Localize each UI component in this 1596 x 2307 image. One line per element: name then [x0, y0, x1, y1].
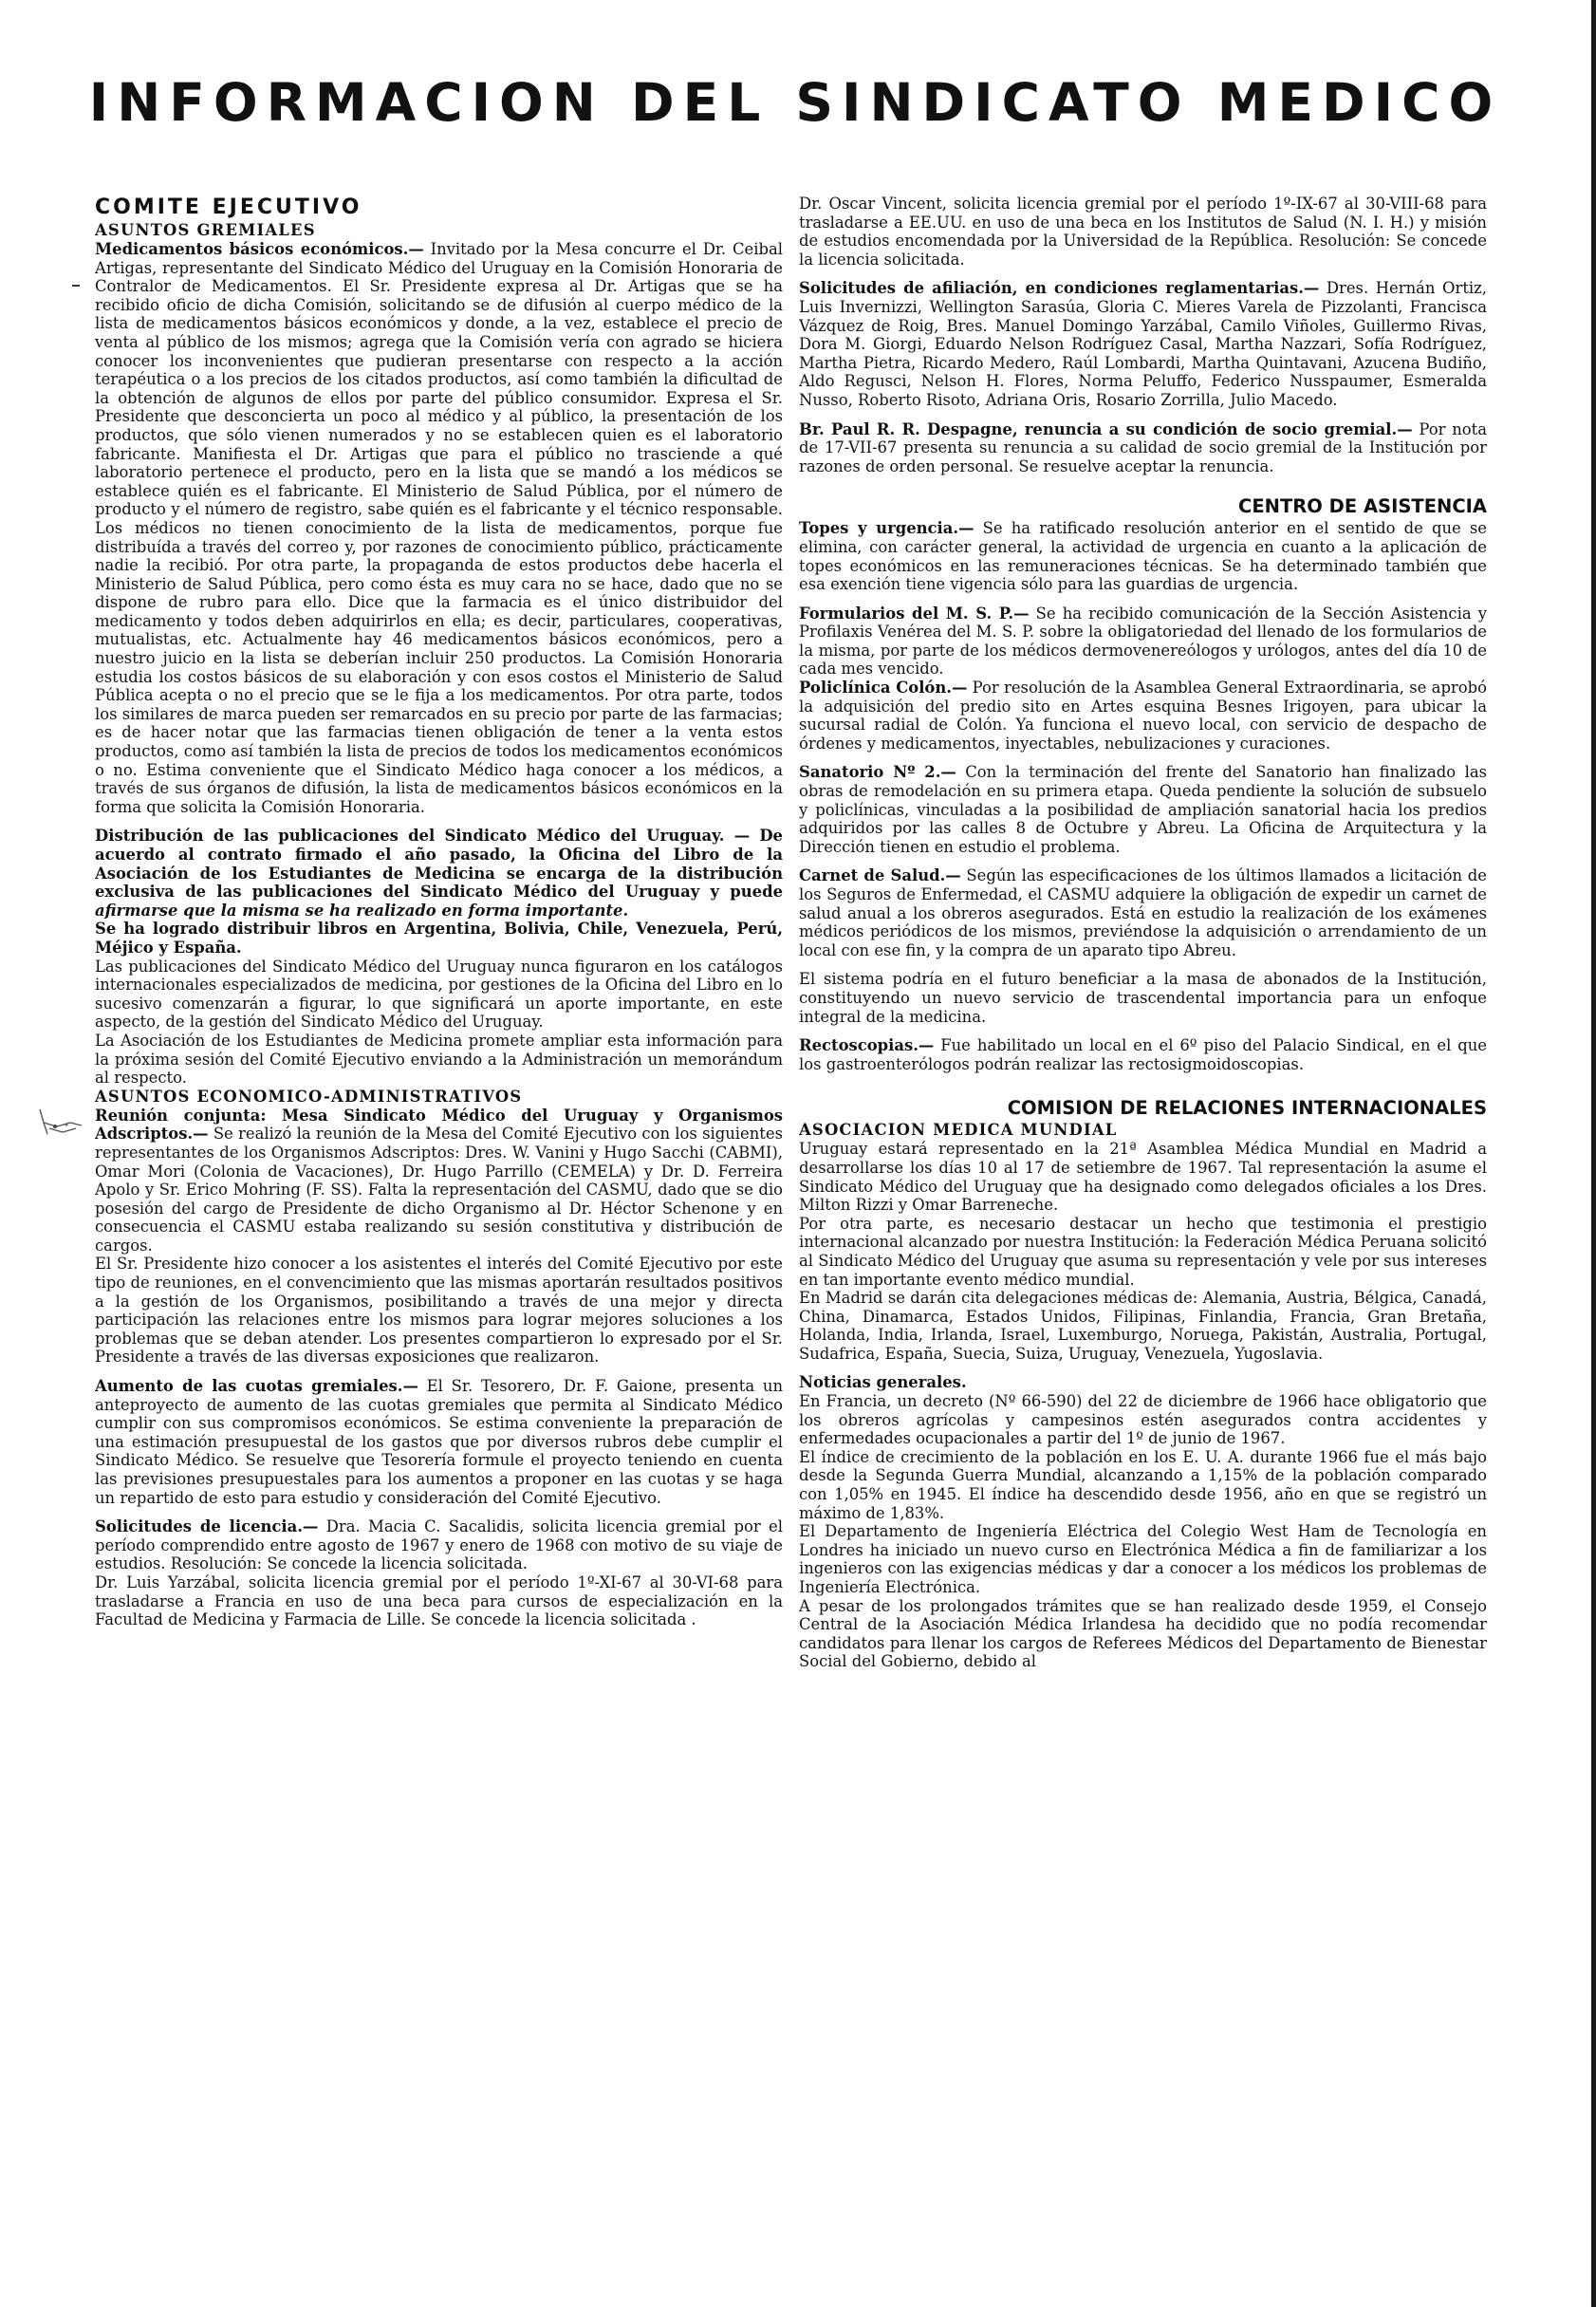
- article-lead: Topes y urgencia.—: [799, 519, 974, 538]
- article-lead: Br. Paul R. R. Despagne, renuncia a su condición de socio gremial.—: [799, 419, 1413, 438]
- article-body: Se ha ratificado resolución anterior en el sentido de que se elimina, con carácter general, la actividad de urgencia en cuanto a la aplicación de topes económicos en las remuneraciones técnicas. Se ha determinado también que esa exención tiene vigencia sólo para las guardias de urgencia.: [799, 519, 1487, 594]
- article-afiliacion: [799, 279, 1487, 409]
- paragraph: A pesar de los prolongados trámites que se han realizado desde 1959, el Consejo Central de la Asociación Médica Irlandesa ha decidido que no podía recomendar candidatos para llenar los cargos de Referees Médicos del Departamento de Bienestar Social del Gobierno, debido al: [799, 1596, 1487, 1671]
- paragraph: El Departamento de Ingeniería Eléctrica del Colegio West Ham de Tecnología en Londres ha iniciado un nuevo curso en Electrónica Médica a fin de familiarizar a los ingenieros con las exigencias médicas y dar a conocer a los médicos los problemas de Ingeniería Electrónica.: [799, 1522, 1487, 1596]
- article-lead: Medicamentos básicos económicos.—: [95, 240, 424, 258]
- paragraph: El Sr. Presidente hizo conocer a los asistentes el interés del Comité Ejecutivo por este tipo de reuniones, en el convencimiento que las mismas aportarán resultados positivos a la gestión de los Organismos, posibilitando a través de una mejor y directa participación las relaciones entre los mismos para lograr mejores soluciones a los problemas que se deban atender. Los presentes compartieron lo expresado por el Sr. Presidente a través de las diversas exposiciones que realizaron.: [95, 1255, 783, 1367]
- article-aumento: [95, 1377, 783, 1507]
- paragraph: La Asociación de los Estudiantes de Medicina promete ampliar esta información para la próxima sesión del Comité Ejecutivo enviando a la Administración un memorándum al respecto.: [95, 1031, 783, 1088]
- paragraph: Dr. Luis Yarzábal, solicita licencia gremial por el período 1º-XI-67 al 30-VI-68 para trasladarse a Francia en uso de una beca para cursos de especialización en la Facultad de Medicina y Farmacia de Lille. Se concede la licencia solicitada .: [95, 1572, 783, 1629]
- article-body: De acuerdo al contrato firmado el año pasado, la Oficina del Libro de la Asociación de los Estudiantes de Medicina se encarga de la distribución exclusiva de las publicaciones del Sindicato Médico del Uruguay y puede: [95, 827, 783, 902]
- article-lead: Distribución de las publicaciones del Sindicato Médico del Uruguay. —: [95, 827, 751, 846]
- article-formularios: [799, 605, 1487, 679]
- article-lead: Sanatorio Nº 2.—: [799, 763, 956, 782]
- paragraph: El índice de crecimiento de la población en los E. U. A. durante 1966 fue el más bajo desde la Segunda Guerra Mundial, alcanzando a 1,15% de la población comparado con 1,05% en 1945. El índice ha descendido desde 1956, año en que se registró un máximo de 1,83%.: [799, 1447, 1487, 1522]
- article-lead: Solicitudes de licencia.—: [95, 1517, 319, 1536]
- article-body: El Sr. Tesorero, Dr. F. Gaione, presenta un anteproyecto de aumento de las cuotas gremiales que permita al Sindicato Médico cumplir con sus compromisos económicos. Se estima conveniente la preparación de una estimación presupuestal de los gastos que por diversos rubros debe cumplir el Sindicato Médico. Se resuelve que Tesorería formule el proyecto teniendo en cuenta las previsiones presupuestales para los aumentos a proponer en las cuotas y se haga un repartido de esto para estudio y consideración del Comité Ejecutivo.: [95, 1377, 783, 1507]
- subheading-asuntos-gremiales: ASUNTOS GREMIALES: [95, 221, 316, 239]
- article-despagne: [799, 420, 1487, 476]
- article-body: Se ha recibido comunicación de la Sección Asistencia y Profilaxis Venérea del M. S. P. sobre la obligatoriedad del llenado de los formularios de la misma, por parte de los médicos dermovenereólogos y urólogos, antes del día 10 de cada mes vencido.: [799, 604, 1487, 679]
- article-body: Fue habilitado un local en el 6º piso del Palacio Sindical, en el que los gastroenterólogos podrán realizar las rectosigmoidoscopias.: [799, 1036, 1487, 1073]
- article-sanatorio: [799, 763, 1487, 856]
- article-body: Invitado por la Mesa concurre el Dr. Ceibal Artigas, representante del Sindicato Médico del Uruguay en la Comisión Honoraria de Contralor de Medicamentos. El Sr. Presidente expresa al Dr. Artigas que se ha recibido oficio de dicha Comisión, solicitando se de difusión al cuerpo médico de la lista de medicamentos básicos económicos y donde, a la vez, establece el precio de venta al público de los mismos; agrega que la Comisión vería con agrado se hiciera conocer los inconvenientes que pudieran presentarse con respecto a la acción terapéutica o a los precios de los citados productos, así como también la dificultad de la obtención de algunos de ellos por parte del público consumidor. Expresa el Sr. Presidente que desconcierta un poco al médico y al público, la presentación de los productos, que sólo vienen numerados y no se establecen quien es el laboratorio fabricante. Manifiesta el Dr. Artigas que para el público no trasciende a qué laboratorio pertenece el producto, pero en la lista que se mandó a los médicos se establece quién es el fabricante. El Ministerio de Salud Pública, por el número de producto y el número de registro, sabe quién es el fabricante y el técnico responsable. Los médicos no tienen conocimiento de la lista de medicamentos, porque fue distribuída a través del correo y, por razones de conocimiento público, prácticamente nadie la recibió. Por otra parte, la propaganda de estos productos debe hacerla el Ministerio de Salud Pública, pero como ésta es muy cara no se hace, dado que no se dispone de rubro para ello. Dice que la farmacia es el único distribuidor del medicamento y todos deben adquirirlos en ella; es decir, particulares, cooperativas, mutualistas, etc. Actualmente hay 46 medicamentos básicos económicos, pero a nuestro juicio en la lista se deberían incluir 250 productos. La Comisión Honoraria estudia los costos básicos de su elaboración y con esos costos el Ministerio de Salud Pública acepta o no el precio que se le fija a los medicamentos. Por otra parte, todos los similares de marca pueden ser remarcados en su precio por parte de las farmacias; es de hacer notar que las farmacias tienen obligación de tener a la venta estos productos, como así también la lista de precios de todos los medicamentos económicos o no. Estima conveniente que el Sindicato Médico haga conocer a los médicos, a través de sus órganos de difusión, la lista de medicamentos básicos económicos en la forma que solicita la Comisión Honoraria.: [95, 240, 783, 816]
- paragraph: En Madrid se darán cita delegaciones médicas de: Alemania, Austria, Bélgica, Canadá, China, Dinamarca, Estados Unidos, Filipinas, Finlandia, Francia, Gran Bretaña, Holanda, India, Irlanda, Israel, Luxemburgo, Noruega, Pakistán, Australia, Portugal, Sudafrica, España, Suecia, Suiza, Uruguay, Venezuela, Yugoslavia.: [799, 1289, 1487, 1363]
- article-carnet: [799, 866, 1487, 959]
- paragraph: Se ha logrado distribuir libros en Argentina, Bolivia, Chile, Venezuela, Perú, Méjico y España.: [95, 920, 783, 957]
- article-lead: Rectoscopias.—: [799, 1036, 935, 1055]
- page-edge: [1591, 0, 1596, 2307]
- article-lead: Solicitudes de afiliación, en condiciones reglamentarias.—: [799, 279, 1320, 298]
- margin-dash-mark: [72, 285, 80, 287]
- article-policlinica-colon: [799, 679, 1487, 753]
- subheading-asuntos-economico: ASUNTOS ECONOMICO-ADMINISTRATIVOS: [95, 1087, 523, 1106]
- article-topes: [799, 519, 1487, 593]
- article-body: Dres. Hernán Ortiz, Luis Invernizzi, Wellington Sarasúa, Gloria C. Mieres Varela de Pizzolanti, Francisca Vázquez de Roig, Bres. Manuel Domingo Yarzábal, Camilo Viñoles, Guillermo Rivas, Dora M. Giorgi, Eduardo Nelson Rodríguez Casal, Martha Nazzari, Sofía Rodríguez, Martha Pietra, Ricardo Medero, Raúl Lombardi, Martha Quintavani, Azucena Budiño, Aldo Regusci, Nelson H. Flores, Norma Peluffo, Federico Nusspaumer, Esmeralda Nusso, Roberto Risoto, Adriana Oris, Rosario Zorrilla, Julio Macedo.: [799, 279, 1487, 409]
- article-rectoscopias: [799, 1036, 1487, 1073]
- paragraph: Dr. Oscar Vincent, solicita licencia gremial por el período 1º-IX-67 al 30-VIII-68 para trasladarse a EE.UU. en uso de una beca en los Institutos de Salud (N. I. H.) y misión de estudios encomendada por la Universidad de la República. Resolución: Se concede la licencia solicitada.: [799, 195, 1487, 269]
- article-lead: Formularios del M. S. P.—: [799, 604, 1030, 623]
- paragraph: El sistema podría en el futuro beneficiar a la masa de abonados de la Institución, constituyendo un nuevo servicio de trascendental importancia para un enfoque integral de la medicina.: [799, 970, 1487, 1026]
- paragraph: Por otra parte, es necesario destacar un hecho que testimonia el prestigio internacional alcanzado por nuestra Institución: la Federación Médica Peruana solicitó al Sindicato Médico del Uruguay que asuma su representación y vele por sus intereses en tan importante evento médico mundial.: [799, 1214, 1487, 1289]
- paragraph: Uruguay estará representado en la 21ª Asamblea Médica Mundial en Madrid a desarrollarse los días 10 al 17 de setiembre de 1967. Tal representación la asume el Sindicato Médico del Uruguay que ha designado como delegados oficiales a los Dres. Milton Rizzi y Omar Barreneche.: [799, 1140, 1487, 1215]
- article-lead: Reunión conjunta: Mesa Sindicato Médico del Uruguay y Organismos Adscriptos.—: [95, 1106, 783, 1144]
- article-body: Con la terminación del frente del Sanatorio han finalizado las obras de remodelación en su primera etapa. Queda pendiente la solución de subsuelo y policlínicas, vinculadas a la posibilidad de ampliación sanatorial hacia los predios adquiridos por las calles 8 de Octubre y Abreu. La Oficina de Arquitectura y la Dirección tienen en estudio el problema.: [799, 763, 1487, 856]
- article-body: Por resolución de la Asamblea General Extraordinaria, se aprobó la adquisición del predio sito en Artes esquina Besnes Irigoyen, para ubicar la sucursal radial de Colón. Ya funciona el nuevo local, con servicio de despacho de órdenes y medicamentos, inyectables, nebulizaciones y curaciones.: [799, 679, 1487, 753]
- subheading-asociacion-medica-mundial: ASOCIACION MEDICA MUNDIAL: [799, 1121, 1118, 1140]
- article-medicamentos: [95, 240, 783, 816]
- article-lead: Policlínica Colón.—: [799, 679, 968, 698]
- article-distribucion: [95, 827, 783, 920]
- article-lead: Aumento de las cuotas gremiales.—: [95, 1377, 418, 1396]
- article-solicitudes-licencia: [95, 1517, 783, 1573]
- article-lead: Carnet de Salud.—: [799, 866, 961, 885]
- article-body: Por nota de 17-VII-67 presenta su renuncia a su calidad de socio gremial de la Institución por razones de orden personal. Se resuelve aceptar la renuncia.: [799, 419, 1487, 475]
- article-emphasis: afirmarse que la misma se ha realizado en forma importante.: [95, 901, 629, 920]
- article-body: Según las especificaciones de los últimos llamados a licitación de los Seguros de Enfermedad, el CASMU adquiere la obligación de expedir un carnet de salud anual a los obreros asegurados. Está en estudio la realización de los exámenes médicos periódicos de los mismos, previéndose la adquisición o arrendamiento de un local con ese fin, y la compra de un aparato tipo Abreu.: [799, 866, 1487, 959]
- page-title: INFORMACION DEL SINDICATO MEDICO: [88, 72, 1502, 133]
- article-reunion: [95, 1107, 783, 1256]
- section-heading-comite-ejecutivo: COMITE EJECUTIVO: [95, 195, 362, 219]
- paragraph: Las publicaciones del Sindicato Médico del Uruguay nunca figuraron en los catálogos internacionales especializados de medicina, por gestiones de la Oficina del Libro en lo sucesivo comenzarán a figurar, lo que significará un aporte importante, en este aspecto, de la gestión del Sindicato Médico del Uruguay.: [95, 957, 783, 1032]
- section-heading-centro-asistencia: CENTRO DE ASISTENCIA: [1238, 495, 1487, 518]
- article-body: Dra. Macia C. Sacalidis, solicita licencia gremial por el período comprendido entre agosto de 1967 y enero de 1968 con motivo de su viaje de estudios. Resolución: Se concede la licencia solicitada.: [95, 1517, 783, 1573]
- scan-artifact: [38, 1106, 85, 1142]
- article-body: Se realizó la reunión de la Mesa del Comité Ejecutivo con los siguientes representantes de los Organismos Adscriptos: Dres. W. Vanini y Hugo Sacchi (CABMI), Omar Mori (Colonia de Vacaciones), Dr. Hugo Parrillo (CEMELA) y Dr. D. Ferreira Apolo y Sr. Erico Mohring (F. SS). Falta la representación del CASMU, dado que se dio posesión del cargo de Presidente de dicho Organismo al Dr. Héctor Schenone y en consecuencia el CASMU estaba realizando su sesión constitutiva y distribución de cargos.: [95, 1125, 783, 1255]
- paragraph: En Francia, un decreto (Nº 66-590) del 22 de diciembre de 1966 hace obligatorio que los obreros agrícolas y campesinos estén asegurados contra accidentes y enfermedades ocupacionales a partir del 1º de junio de 1967.: [799, 1392, 1487, 1448]
- right-column: [799, 195, 1487, 2244]
- left-column: [95, 195, 783, 2244]
- subheading-noticias-generales: Noticias generales.: [799, 1373, 967, 1392]
- section-heading-comision-relaciones: COMISION DE RELACIONES INTERNACIONALES: [1007, 1097, 1487, 1120]
